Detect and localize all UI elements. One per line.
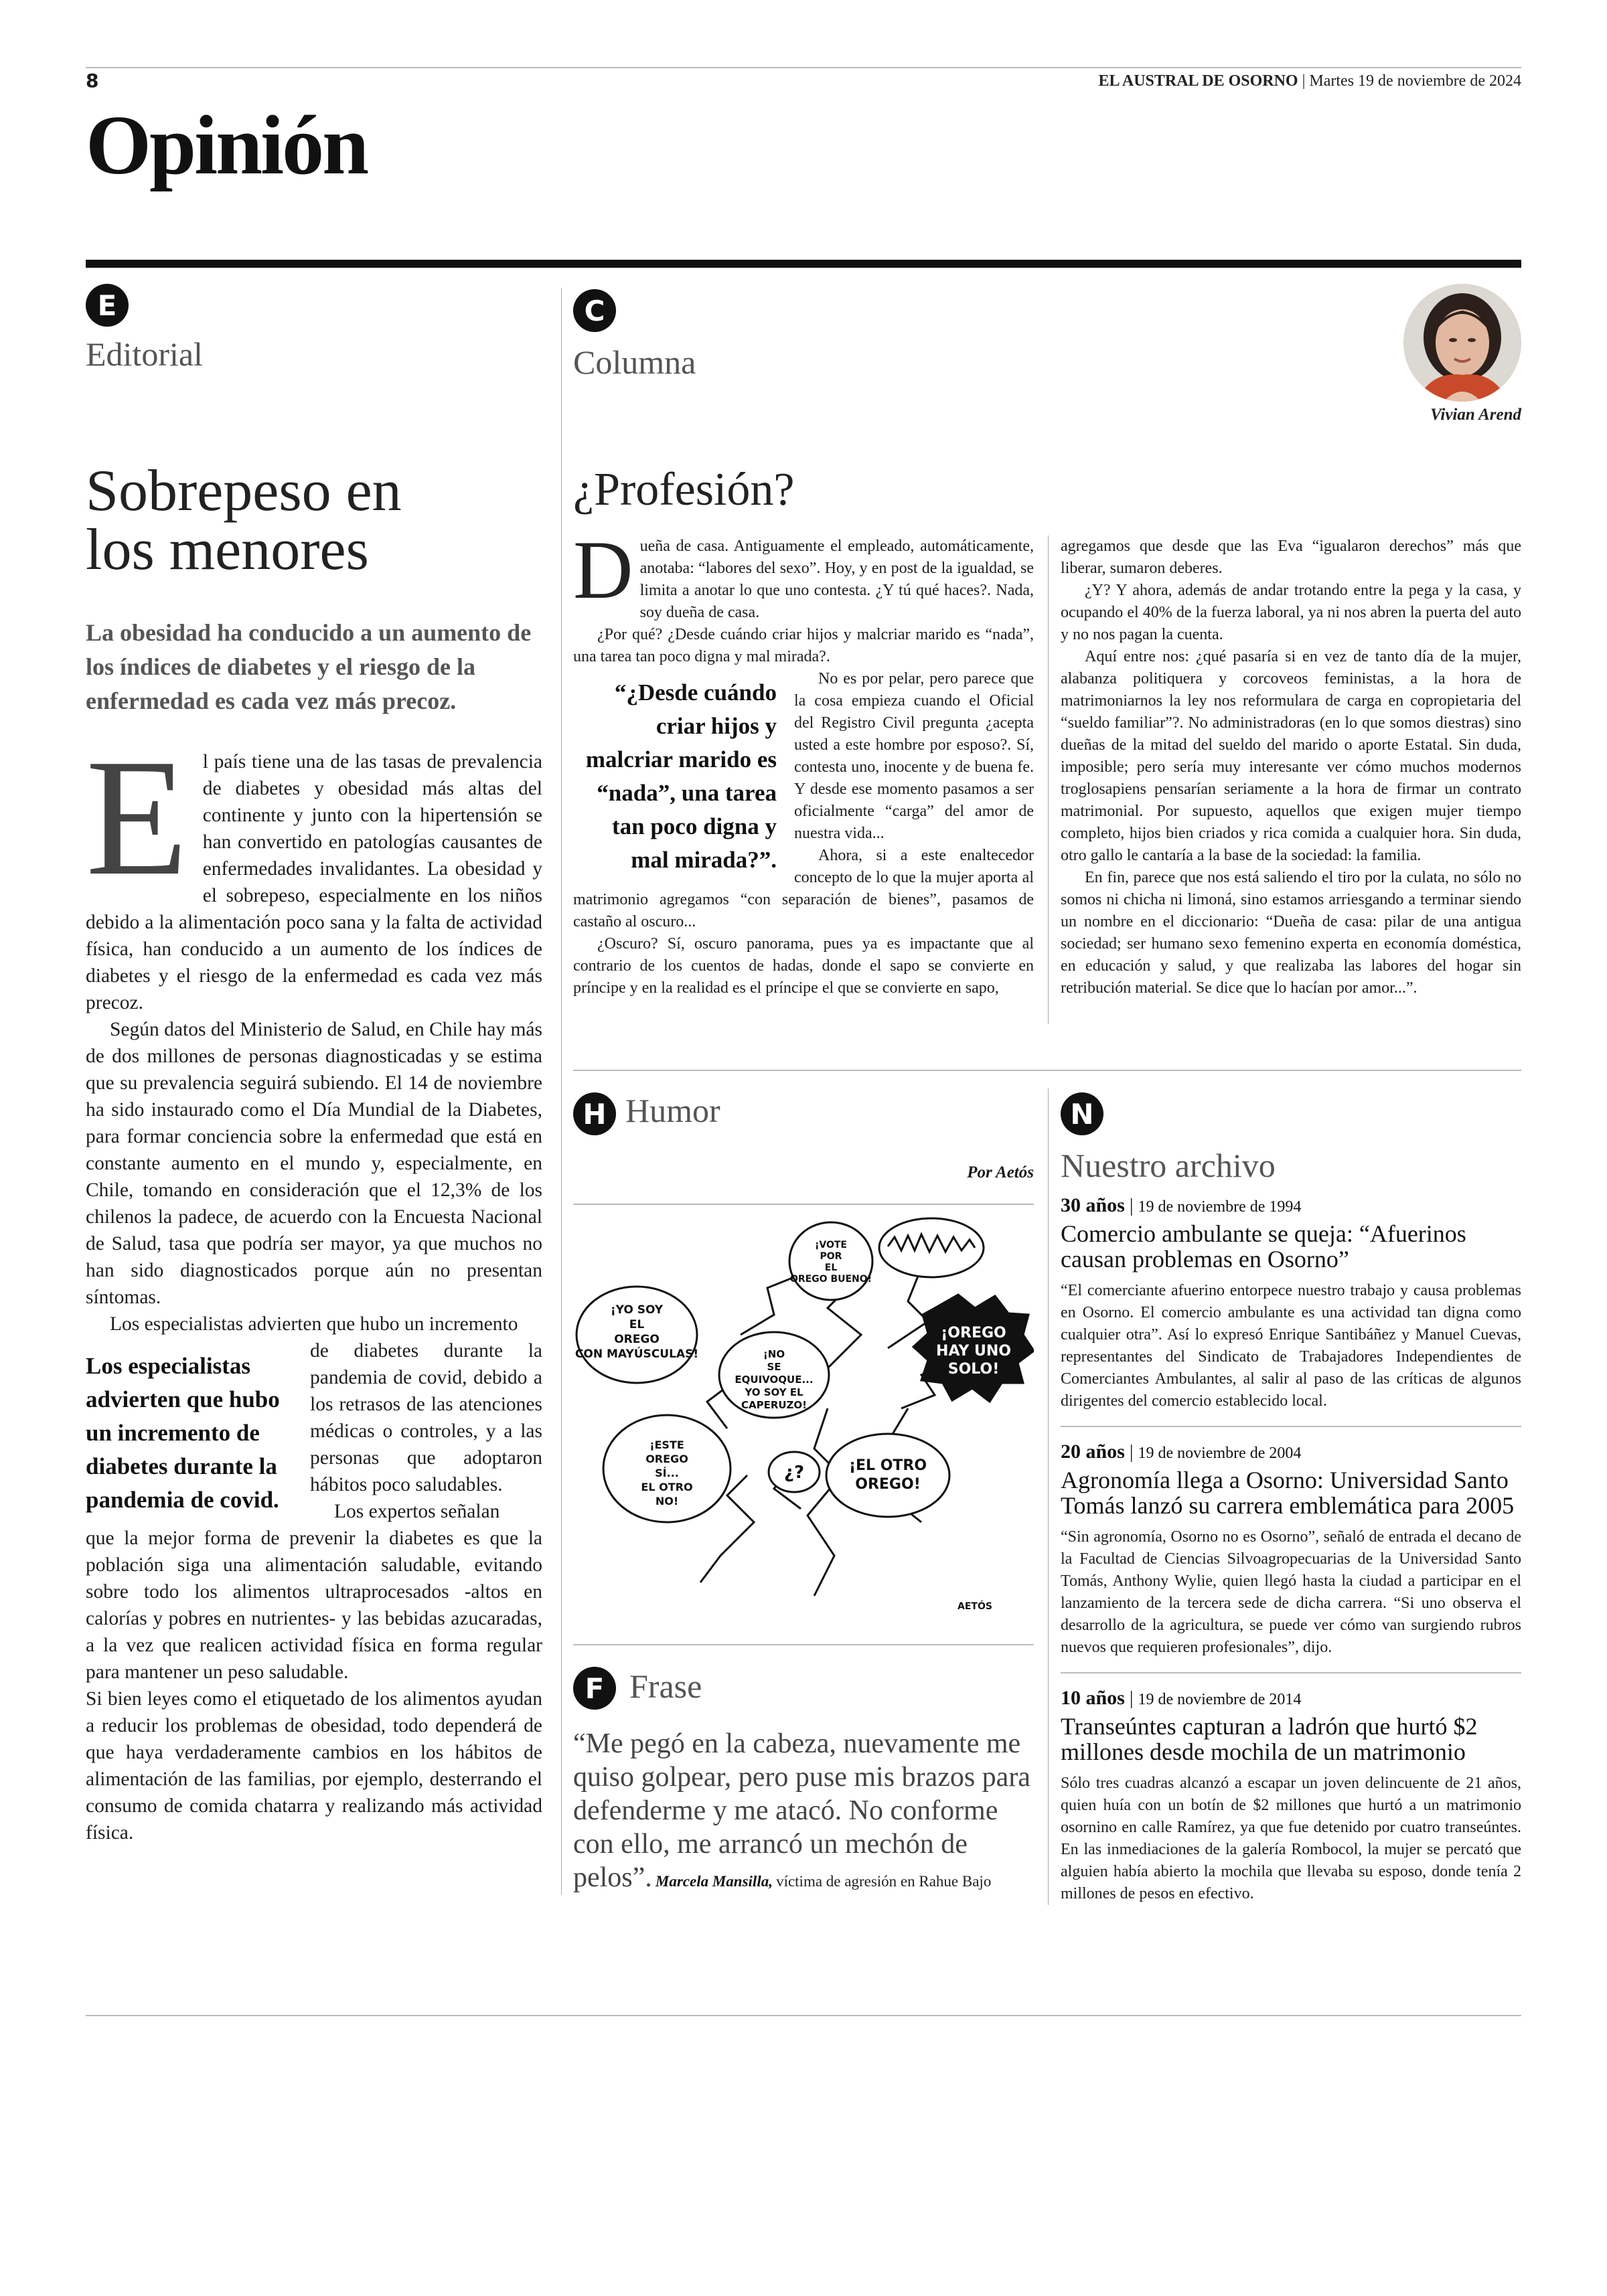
column-paragraph-6: agregamos que desde que las Eva “igualaron derechos” más que liberar, sumaron deberes. <box>1061 538 1521 577</box>
frase-attribution-name: Marcela Mansilla, <box>655 1873 773 1890</box>
archive-item-2-meta: 20 años | 19 de noviembre de 2004 <box>1061 1441 1302 1463</box>
column-label: Columna <box>573 343 696 381</box>
author-photo <box>1403 284 1521 402</box>
bubble-6-text: ¡OREGO HAY UNO SOLO! <box>936 1325 1011 1378</box>
humor-badge: H <box>573 1092 616 1135</box>
bubble-4-text: ¡ESTE OREGO SÍ... EL OTRO NO! <box>641 1439 693 1507</box>
humor-label: Humor <box>625 1092 720 1129</box>
bubble-7-text: ¿? <box>783 1463 805 1483</box>
frase-label: Frase <box>629 1667 702 1705</box>
header-thick-rule <box>86 260 1521 268</box>
page-number: 8 <box>86 70 99 92</box>
editorial-pull-quote: Los especialistas advierten que hubo un incremento de diabetes durante la pandemia de covid. <box>86 1353 280 1513</box>
frase-badge: F <box>573 1667 616 1710</box>
column-section <box>573 289 616 332</box>
column-paragraph-2: ¿Por qué? ¿Desde cuándo criar hijos y malcriar marido es “nada”, una tarea tan poco digna y mal mirada?. <box>573 626 1034 665</box>
humor-byline: Por Aetós <box>967 1163 1034 1181</box>
archive-label: Nuestro archivo <box>1061 1147 1276 1184</box>
column-paragraph-1: ueña de casa. Antiguamente el empleado, automáticamente, anotaba: “labores del sexo”. Hoy, y en post de la igualdad, se limita a anotar lo que uno contesta. ¿Y tú qué haces?. Nada, soy dueña de casa. <box>639 538 1034 621</box>
archive-item-1-date: 19 de noviembre de 1994 <box>1138 1198 1302 1216</box>
editorial-paragraph-5: Si bien leyes como el etiquetado de los alimentos ayudan a reducir los problemas de obesidad, todo dependerá de que haya verdaderamente cambios en los hábitos de alimentación de las familias, por ejemplo, desterrando el consumo de comida chatarra y realizando más actividad física. <box>86 1688 542 1843</box>
editorial-title-line2: los menores <box>86 517 369 582</box>
column-author: Vivian Arend <box>1430 406 1521 424</box>
cartoon-drawing-icon <box>573 1208 1034 1636</box>
bubble-1-text: ¡YO SOY EL OREGO CON MAYÚSCULAS! <box>575 1303 699 1361</box>
cartoon-signature: AETÓS <box>958 1601 992 1612</box>
archive-item-3-headline: Transeúntes capturan a ladrón que hurtó $2 millones desde mochila de un matrimonio <box>1061 1713 1478 1765</box>
column-title: ¿Profesión? <box>573 464 795 515</box>
editorial-paragraph-2: Según datos del Ministerio de Salud, en Chile hay más de dos millones de personas diagnosticadas y se estima que su prevalencia seguirá subiendo. El 14 de noviembre ha sido instaurado como el Día Mundial de la Diabetes, para formar conciencia sobre la enfermedad que está en constante aumento en el mundo y, especialmente, en Chile, tomando en consideración que el 12,3% de los chilenos la padece, de acuerdo con la Encuesta Nacional de Salud, tasa que podría ser mayor, ya que muchos no han sido diagnosticados porque aún no presentan síntomas. <box>86 1019 542 1308</box>
humor-section <box>573 1092 616 1135</box>
archive-item-2-years: 20 años <box>1061 1441 1125 1463</box>
column-inner-divider <box>1048 536 1049 1024</box>
archive-item-2-headline: Agronomía llega a Osorno: Universidad Santo Tomás lanzó su carrera emblemática para 2005 <box>1061 1467 1515 1519</box>
editorial-lead: La obesidad ha conducido a un aumento de los índices de diabetes y el riesgo de la enfermedad es cada vez más precoz. <box>86 619 532 714</box>
column-badge: C <box>573 289 616 332</box>
column-drop-cap: D <box>573 524 633 616</box>
column-paragraph-9: En fin, parece que nos está saliendo el tiro por la culata, no sólo no somos ni chicha ni limoná, sino estamos arriesgando a terminar siendo un nombre en el diccionario: “Dueña de casa: pilar de una antigua sociedad; ser humano sexo femenino experta en economía doméstica, en educación y salud, y que realizaba las labores del hogar sin retribución material. Se dice que lo hacían por amor...”. <box>1061 869 1521 997</box>
editorial-paragraph-3-side: de diabetes durante la pandemia de covid, debido a los retrasos de las atenciones médicas o controles, y a las personas que adoptaron hábitos poco saludables. <box>310 1340 542 1495</box>
archive-badge: N <box>1061 1092 1103 1135</box>
frase-section <box>573 1667 616 1710</box>
issue-date: Martes 19 de noviembre de 2024 <box>1309 72 1521 90</box>
archive-item-3-years: 10 años <box>1061 1687 1125 1709</box>
humor-top-rule <box>573 1204 1034 1205</box>
column-paragraph-3: No es por pelar, pero parece que la cosa empieza cuando el Oficial del Registro Civil pregunta ¿acepta usted a este hombre por esposo?. Sí, contesta uno, inocente y de buena fe. Y desde ese momento pasamos a ser oficialmente “carga” del amor de nuestra vida... <box>794 670 1034 842</box>
column-pull-quote: “¿Desde cuándo criar hijos y malcriar marido es “nada”, una tarea tan poco digna y mal mirada?”. <box>585 679 777 873</box>
editorial-title-line1: Sobrepeso en <box>86 459 402 523</box>
archive-item-3-date: 19 de noviembre de 2014 <box>1138 1691 1302 1708</box>
archive-item-1-headline: Comercio ambulante se queja: “Afuerinos causan problemas en Osorno” <box>1061 1220 1466 1273</box>
column-paragraph-5: ¿Oscuro? Sí, oscuro panorama, pues ya es impactante que al contrario de los cuentos de hadas, donde el sapo se convierte en príncipe y en la realidad es el príncipe el que se convierte en sapo, <box>573 935 1034 997</box>
archive-item-3-meta: 10 años | 19 de noviembre de 2014 <box>1061 1687 1302 1709</box>
editorial-section <box>86 284 129 327</box>
archive-item-1-years: 30 años <box>1061 1194 1125 1216</box>
editorial-title <box>86 459 554 582</box>
editorial-badge: E <box>86 284 129 327</box>
editorial-drop-cap: E <box>86 725 188 910</box>
humor-cartoon <box>573 1208 1034 1636</box>
archive-divider <box>1048 1088 1049 1905</box>
archive-section <box>1061 1092 1103 1135</box>
archive-item-1-meta: 30 años | 19 de noviembre de 1994 <box>1061 1194 1302 1216</box>
archive-item <box>1061 1427 1521 1673</box>
bubble-3-text: ¡NO SE EQUIVOQUE... YO SOY EL CAPERUZO! <box>735 1348 814 1411</box>
editorial-paragraph-4-rest: que la mejor forma de prevenir la diabetes es que la población siga una alimentación saludable, evitando sobre todo los alimentos ultraprocesados -altos en calorías y pobres en nutrientes- y las bebidas azucaradas, a la vez que realicen actividad física en forma regular para mantener un peso saludable. <box>86 1528 542 1683</box>
bubble-2-text: ¡VOTE POR EL OREGO BUENO! <box>789 1240 872 1285</box>
humor-bottom-rule <box>573 1644 1034 1645</box>
editorial-paragraph-3-line: Los especialistas advierten que hubo un incremento <box>110 1313 518 1335</box>
author-portrait-icon <box>1403 284 1521 402</box>
newspaper-name: EL AUSTRAL DE OSORNO <box>1098 72 1298 90</box>
column-bottom-rule <box>573 1070 1521 1071</box>
frase-attribution-role: víctima de agresión en Rahue Bajo <box>776 1873 992 1890</box>
editorial-paragraph-4-side: Los expertos señalan <box>334 1501 500 1522</box>
header-top-rule <box>86 67 1521 68</box>
editorial-label: Editorial <box>86 335 203 373</box>
column-left-text <box>573 524 1034 999</box>
archive-item-2-body: “Sin agronomía, Osorno no es Osorno”, señaló de entrada el decano de la Facultad de Ciencias Silvoagropecuarias de la Universidad Santo Tomás, Anthony Wylie, quien llegó hasta la ciudad a participar en el lanzamiento de la tercera sede de dicha carrera. “Si uno observa el desarrollo de la agricultura, se puede ver cómo van surgiendo rubros nuevos que requieren profesionales”, dijo. <box>1061 1528 1521 1656</box>
archive-list <box>1061 1194 1521 1905</box>
archive-item <box>1061 1673 1521 1905</box>
footer-rule <box>86 2015 1521 2016</box>
frase-block <box>573 1727 1034 1894</box>
archive-item-1-body: “El comerciante afuerino entorpece nuestro trabajo y causa problemas en Osorno. El comercio ambulante es una actividad tan digna como cualquier otra”. Así lo expresó Enrique Santibáñez y Manuel Cuevas, representantes del Sindicato de Trabajadores Independientes de Comerciantes Ambulantes, al salir al paso de las críticas de algunos dirigentes del comercio establecido local. <box>1061 1282 1521 1410</box>
column-right-text <box>1061 536 1521 999</box>
editorial-body <box>86 725 542 1846</box>
editorial-paragraph-1: l país tiene una de las tasas de prevalencia de diabetes y obesidad más altas del continente y junto con la hipertensión se han convertido en patologías causantes de enfermedades invalidantes. La obesidad y el sobrepeso, especialmente en los niños debido a la alimentación poco sana y la falta de actividad física, han conducido a un aumento de los índices de diabetes y el riesgo de la enfermedad es cada vez más precoz. <box>86 751 542 1013</box>
column-paragraph-8: Aquí entre nos: ¿qué pasaría si en vez de tanto día de la mujer, alabanza politiquera y corcoveos feministas, a la hora de matrimoniarnos la ley nos reformulara de carga en copropietaria del “sueldo familiar”?. No administradoras (en lo que somos diestras) sino dueñas de la mitad del sueldo del marido o aporte Estatal. Sin duda, imposible; pero sería muy interesante ver cómo muchos modernos troglosapiens pensarían seriamente a la hora de firmar un contrato matrimonial. Por supuesto, aquellos que exigen mujer tiempo completo, hijos bien criados y rica comida a cualquier hora. Sin duda, otro gallo le cantaría a la base de la sociedad: la familia. <box>1061 648 1521 864</box>
column-paragraph-7: ¿Y? Y ahora, además de andar trotando entre la pega y la casa, y ocupando el 40% de la fuerza laboral, ya ni nos abren la puerta del auto y no nos pagan la cuenta. <box>1061 582 1521 643</box>
archive-item-3-body: Sólo tres cuadras alcanzó a escapar un joven delincuente de 21 años, quien huía con un botín de $2 millones que hurtó a un matrimonio osornino en calle Ramírez, ya que fue detenido por cuatro transeúntes. En las inmediaciones de la galería Rombocol, la mujer se percató que alguien había abierto la mochila que llevaba su esposo, donde tenía 2 millones de pesos en efectivo. <box>1061 1775 1521 1902</box>
masthead-info: EL AUSTRAL DE OSORNO | Martes 19 de noviembre de 2024 <box>1098 72 1521 90</box>
archive-item <box>1061 1194 1521 1427</box>
editorial-divider <box>561 288 562 1894</box>
section-title: Opinión <box>86 99 368 192</box>
archive-item-2-date: 19 de noviembre de 2004 <box>1138 1445 1302 1462</box>
frase-quote: “Me pegó en la cabeza, nuevamente me quiso golpear, pero puse mis brazos para defenderme y me atacó. No conforme con ello, me arrancó un mechón de pelos”. <box>573 1728 1030 1893</box>
bubble-5-text: ¡EL OTRO OREGO! <box>848 1457 927 1493</box>
column-paragraph-4: Ahora, si a este enaltecedor concepto de lo que la mujer aporta al matrimonio agregamos “con separación de bienes”, pasamos de castaño al oscuro... <box>573 847 1034 930</box>
